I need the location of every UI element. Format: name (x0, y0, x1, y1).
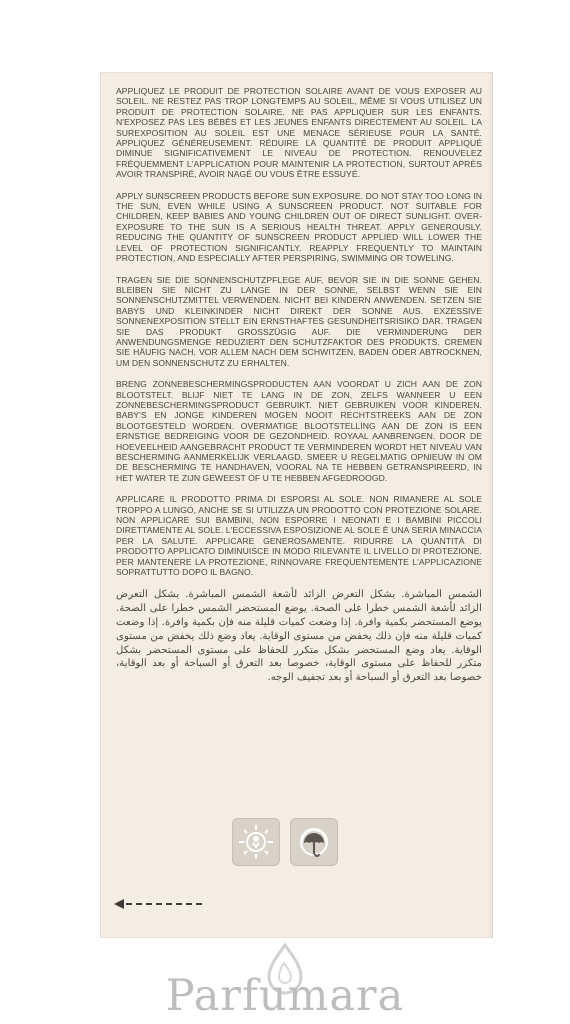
warning-icons (232, 818, 338, 866)
instructions-it: APPLICARE IL PRODOTTO PRIMA DI ESPORSI AL SOLE. NON RIMANERE AL SOLE TROPPO A LUNGO, ANCHE SE SI UTILIZZA UN PRODOTTO CON PROTEZIONE SOLARE. NON APPLICARE SUI BAMBINI, NON ESPORRE I NEONATI E I BAMBINI PICCOLI DIRETTAMENTE AL SOLE. L'ECCESSIVA ESPOSIZIONE AL SOLE È UNA SERIA MINACCIA PER LA SALUTE. APPLICARE GENEROSAMENTE. RIDURRE LA QUANTITÀ DI PRODOTTO APPLICATO DIMINUISCE IN MODO RILEVANTE IL LIVELLO DI PROTEZIONE. PER MANTENERE LA PROTEZIONE, RINNOVARE FREQUENTEMENTE L'APPLICAZIONE SOPRATTUTTO DOPO IL BAGNO. (116, 494, 482, 578)
watermark (0, 941, 570, 1021)
brand-name: Parfumara (165, 971, 405, 1021)
umbrella-sun-icon (290, 818, 338, 866)
product-box (100, 72, 493, 938)
instructions-fr: APPLIQUEZ LE PRODUIT DE PROTECTION SOLAIRE AVANT DE VOUS EXPOSER AU SOLEIL. NE RESTEZ PAS TROP LONGTEMPS AU SOLEIL, MÊME SI VOUS UTILISEZ UN PRODUIT DE PROTECTION SOLAIRE. NE PAS APPLIQUER SUR LES ENFANTS. N'EXPOSEZ PAS LES BÉBÉS ET LES JEUNES ENFANTS DIRECTEMENT AU SOLEIL. LA SUREXPOSITION AU SOLEIL EST UNE MENACE SÉRIEUSE POUR LA SANTÉ. APPLIQUEZ GÉNÉREUSEMENT. RÉDUIRE LA QUANTITÉ DE PRODUIT APPLIQUÉ DIMINUE SIGNIFICATIVEMENT LE NIVEAU DE PROTECTION. RENOUVELEZ FRÉQUEMMENT L'APPLICATION POUR MAINTENIR LA PROTECTION, SURTOUT APRÈS AVOIR TRANSPIRÉ, AVOIR NAGÉ OU VOUS ÊTRE ESSUYÉ. (116, 86, 482, 180)
instructions-de: TRAGEN SIE DIE SONNENSCHUTZPFLEGE AUF, BEVOR SIE IN DIE SONNE GEHEN. BLEIBEN SIE NICHT ZU LANGE IN DER SONNE, SELBST WENN SIE EIN SONNENSCHUTZMITTEL VERWENDEN. NICHT BEI KINDERN ANWENDEN. SETZEN SIE BABYS UND KLEINKINDER NICHT DIREKT DER SONNE AUS. EXZESSIVE SONNENEXPOSITION STELLT EIN ERNSTHAFTES GESUNDHEITSRISIKO DAR. TRAGEN SIE DAS PRODUKT GROSSZÜGIG AUF. DIE VERMINDERUNG DER ANWENDUNGSMENGE REDUZIERT DEN SCHUTZFAKTOR DES PRODUKTS. CREMEN SIE HÄUFIG NACH, VOR ALLEM NACH DEM SCHWITZEN, BADEN ODER ABTROCKNEN, UM DEN SONNENSCHUTZ ZU ERHALTEN. (116, 274, 482, 368)
instructions-ar: الشمس المباشرة. يشكل التعرض الزائد لأشعة الشمس المباشرة. يشكل التعرض الزائد لأشعة الشمس خطرا على الصحة. يوضع المستحضر الشمس خطرا على الصحة. يوضع المستحضر بكمية وافرة. إذا وضعت كميات قليلة منه فإن بكمية وافرة. إذا وضعت كميات قليلة منه فإن ذلك يخفض من مستوى الوقاية. يعاد وضع ذلك يخفض من مستوى الوقاية. يعاد وضع المستحضر بشكل متكرر للحفاظ على مستوى المستحضر بشكل متكرر للحفاظ على مستوى الوقاية، خصوصا بعد التعرق أو السباحة أو بعد الوقاية، خصوصا بعد التعرق أو السباحة أو بعد تجفيف الوجه. (116, 589, 482, 684)
instructions-en: APPLY SUNSCREEN PRODUCTS BEFORE SUN EXPOSURE. DO NOT STAY TOO LONG IN THE SUN, EVEN WHILE USING A SUNSCREEN PRODUCT. NOT SUITABLE FOR CHILDREN, KEEP BABIES AND YOUNG CHILDREN OUT OF DIRECT SUNLIGHT. OVER-EXPOSURE TO THE SUN IS A SERIOUS HEALTH THREAT. APPLY GENEROUSLY. REDUCING THE QUANTITY OF SUNSCREEN PRODUCT APPLIED WILL LOWER THE LEVEL OF PROTECTION SIGNIFICANTLY. REAPPLY FREQUENTLY TO MAINTAIN PROTECTION, AND ESPECIALLY AFTER PERSPIRING, SWIMMING OR TOWELING. (116, 190, 482, 264)
baby-sun-icon (232, 818, 280, 866)
instructions-nl: BRENG ZONNEBESCHERMINGSPRODUCTEN AAN VOORDAT U ZICH AAN DE ZON BLOOTSTELT. BLIJF NIET TE LANG IN DE ZON, ZELFS WANNEER U EEN ZONNEBESCHERMINGSPRODUCT GEBRUIKT. NIET GEBRUIKEN VOOR KINDEREN. BABY'S EN JONGE KINDEREN MOGEN NOOIT RECHTSTREEKS AAN DE ZON BLOOTGESTELD WORDEN. OVERMATIGE BLOOTSTELLING AAN DE ZON IS EEN ERNSTIGE BEDREIGING VOOR DE GEZONDHEID. ROYAAL AANBRENGEN. DOOR DE HOEVEELHEID AANGEBRACHT PRODUCT TE VERMINDEREN WORDT HET NIVEAU VAN BESCHERMING AANMERKELIJK VERLAAGD. SMEER U REGELMATIG OPNIEUW IN OM DE BESCHERMING TE HANDHAVEN, VOORAL NA TE HEBBEN GETRANSPIREERD, IN HET WATER TE ZIJN GEWEEST OF U TE HEBBEN AFGEDROOGD. (116, 379, 482, 483)
arrow-left-icon (114, 897, 206, 915)
instructions-text (116, 86, 482, 696)
